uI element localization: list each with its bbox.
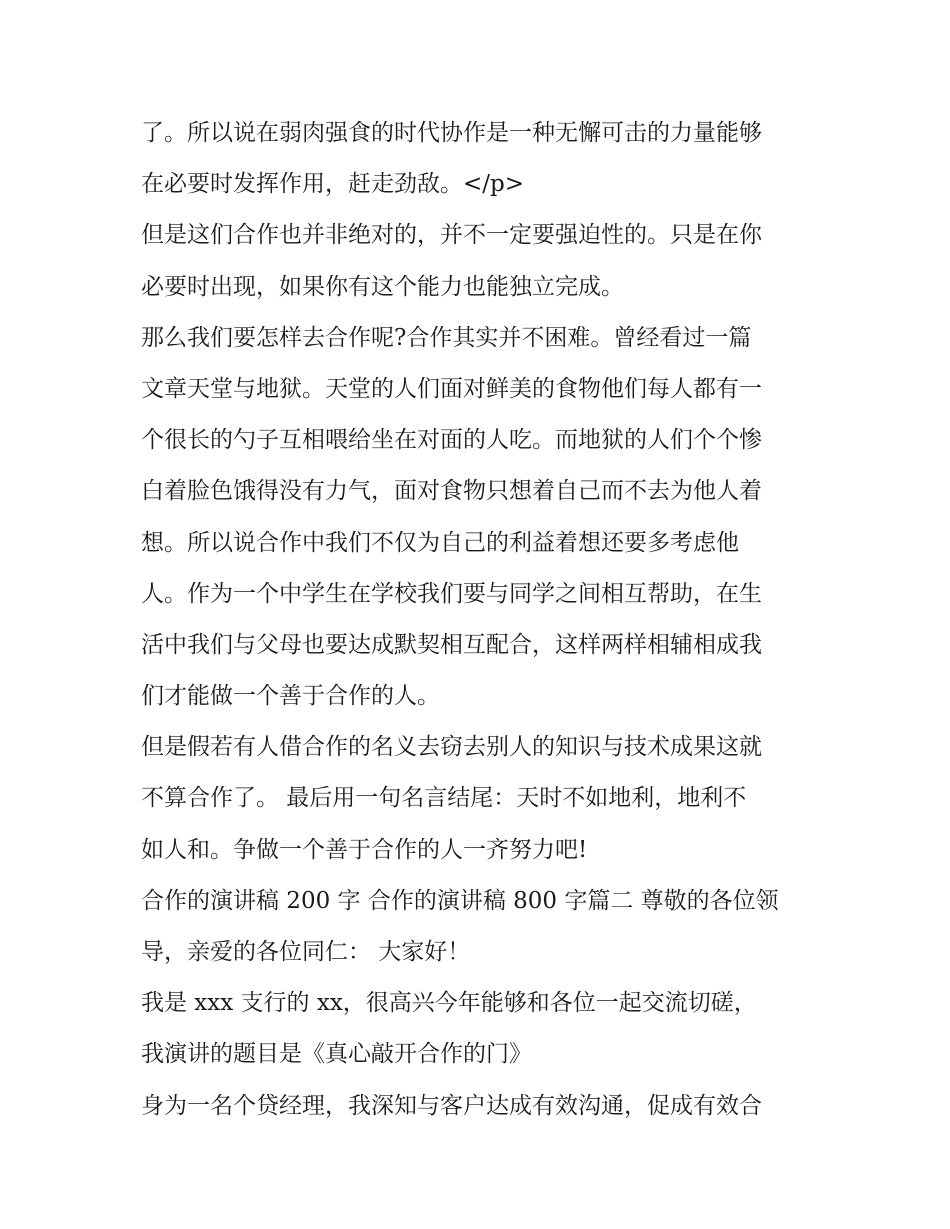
text-line: 身为一名个贷经理，我深知与客户达成有效沟通，促成有效合 bbox=[141, 1092, 762, 1119]
text-line: 文章天堂与地狱。天堂的人们面对鲜美的食物他们每人都有一 bbox=[141, 375, 762, 402]
text-line: 我演讲的题目是《真心敲开合作的门》 bbox=[141, 1041, 532, 1068]
text-line: 必要时出现，如果你有这个能力也能独立完成。 bbox=[141, 273, 624, 300]
text-line: 个很长的勺子互相喂给坐在对面的人吃。而地狱的人们个个惨 bbox=[141, 427, 762, 454]
text-line: 白着脸色饿得没有力气，面对食物只想着自己而不去为他人着 bbox=[141, 478, 762, 505]
document-text-body bbox=[141, 108, 821, 1132]
text-line: 活中我们与父母也要达成默契相互配合，这样两样相辅相成我 bbox=[141, 631, 762, 658]
text-line: 导，亲爱的各位同仁： 大家好！ bbox=[141, 939, 471, 965]
text-line: 们才能做一个善于合作的人。 bbox=[141, 683, 440, 710]
text-line: 我是 xxx 支行的 xx，很高兴今年能够和各位一起交流切磋， bbox=[141, 990, 757, 1017]
text-line: 那么我们要怎样去合作呢?合作其实并不困难。曾经看过一篇 bbox=[141, 324, 752, 351]
text-line: 合作的演讲稿 200 字 合作的演讲稿 800 字篇二 尊敬的各位领 bbox=[141, 887, 779, 914]
text-line: 但是这们合作也并非绝对的，并不一定要强迫性的。只是在你 bbox=[141, 222, 762, 249]
text-line: 如人和。争做一个善于合作的人一齐努力吧! bbox=[141, 836, 588, 863]
text-line: 想。所以说合作中我们不仅为自己的利益着想还要多考虑他 bbox=[141, 529, 739, 556]
text-line: 但是假若有人借合作的名义去窃去别人的知识与技术成果这就 bbox=[141, 734, 762, 761]
text-line: 人。作为一个中学生在学校我们要与同学之间相互帮助，在生 bbox=[141, 580, 762, 607]
text-line: 不算合作了。 最后用一句名言结尾：天时不如地利，地利不 bbox=[141, 785, 747, 812]
text-line: 在必要时发挥作用，赶走劲敌。</p> bbox=[141, 171, 525, 198]
text-line: 了。所以说在弱肉强食的时代协作是一种无懈可击的力量能够 bbox=[141, 120, 762, 146]
